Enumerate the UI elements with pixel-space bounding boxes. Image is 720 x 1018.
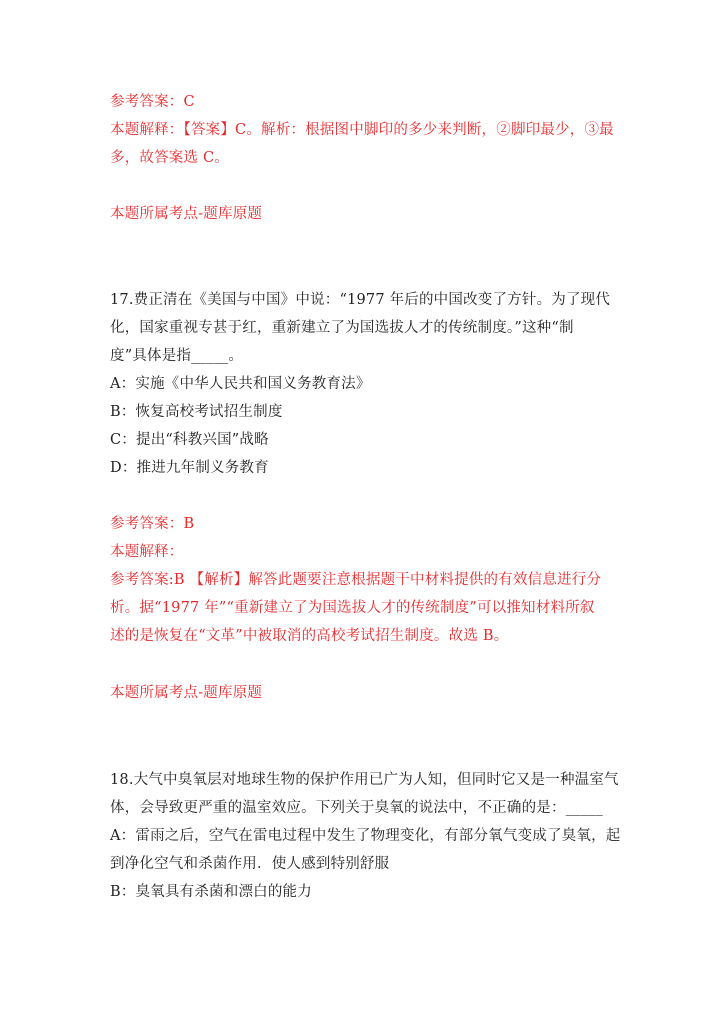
option-a-continued: 到净化空气和杀菌作用．使人感到特别舒服: [110, 856, 390, 872]
answer-line: 参考答案：B: [110, 516, 195, 532]
option-a: A：实施《中华人民共和国义务教育法》: [110, 376, 371, 392]
option-b: B：臭氧具有杀菌和漂白的能力: [110, 884, 312, 900]
source-line: 本题所属考点-题库原题: [110, 206, 263, 222]
explanation-line: 参考答案:B 【解析】解答此题要注意根据题干中材料提供的有效信息进行分: [110, 572, 602, 588]
option-d: D：推进九年制义务教育: [110, 460, 269, 476]
explanation-line: 析。据“1977 年”“重新建立了为国选拔人才的传统制度”可以推知材料所叙: [110, 600, 595, 616]
explanation-line: 多，故答案选 C。: [110, 150, 230, 166]
answer-line: 参考答案：C: [110, 94, 195, 110]
question-stem-line: 17.费正清在《美国与中国》中说：“1977 年后的中国改变了方针。为了现代: [110, 292, 611, 308]
explanation-label: 本题解释：: [110, 544, 184, 560]
question-stem-line: 体，会导致更严重的温室效应。下列关于臭氧的说法中，不正确的是：_____: [110, 800, 603, 816]
option-b: B：恢复高校考试招生制度: [110, 404, 283, 420]
option-c: C：提出“科教兴国”战略: [110, 432, 269, 448]
question-stem-line: 18.大气中臭氧层对地球生物的保护作用已广为人知，但同时它又是一种温室气: [110, 772, 619, 788]
question-stem-line: 化，国家重视专甚于红，重新建立了为国选拔人才的传统制度。”这种“制: [110, 320, 574, 336]
source-line: 本题所属考点-题库原题: [110, 685, 263, 701]
explanation-line: 本题解释：【答案】C。解析：根据图中脚印的多少来判断，②脚印最少，③最: [110, 122, 614, 138]
question-stem-line: 度”具体是指_____。: [110, 348, 244, 364]
explanation-line: 述的是恢复在“文革”中被取消的高校考试招生制度。故选 B。: [110, 628, 509, 644]
option-a: A：雷雨之后，空气在雷电过程中发生了物理变化，有部分氧气变成了臭氧，起: [110, 828, 621, 844]
